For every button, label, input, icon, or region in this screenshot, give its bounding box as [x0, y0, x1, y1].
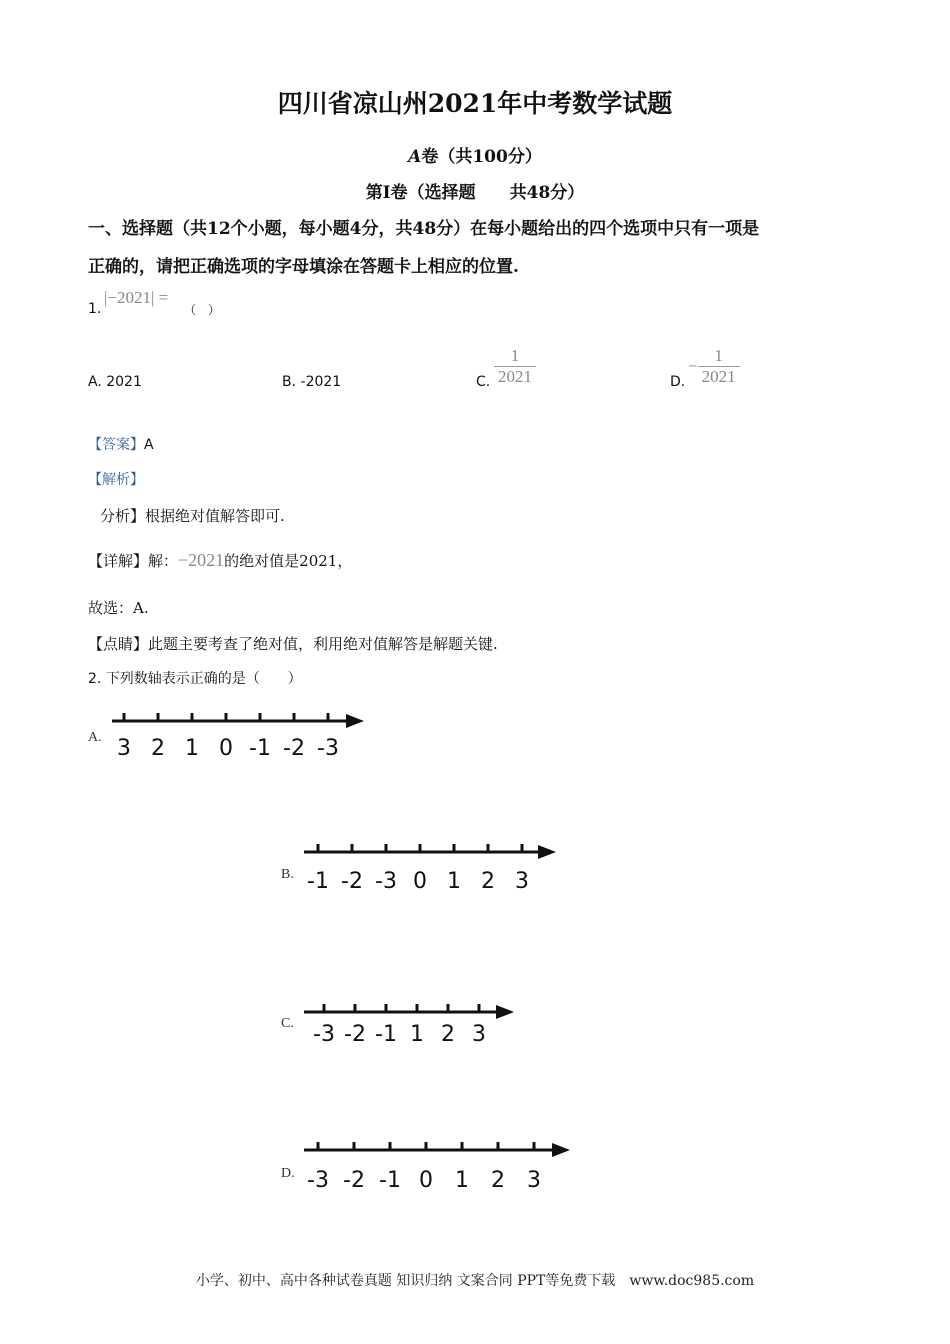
tick-label: -1 [375, 1022, 397, 1047]
tick-label: 3 [117, 736, 131, 761]
tick-label: 2 [481, 869, 495, 894]
q1-option-d-fraction: − $\frac{1}{2021}$ [688, 346, 740, 387]
tick-label: 2 [151, 736, 165, 761]
q2-option-a-label: A. [88, 730, 102, 745]
section-instruction-line2: 正确的，请把正确选项的字母填涂在答题卡上相应的位置. [88, 257, 519, 277]
q1-analysis-text: 分析】根据绝对值解答即可. [100, 507, 285, 525]
tick-label: 3 [472, 1022, 486, 1047]
tick-label: 1 [410, 1022, 424, 1047]
tick-label: 1 [455, 1168, 469, 1193]
q2-option-c-number-line [300, 996, 520, 1052]
q2-option-b-number-line [300, 836, 562, 896]
tick-label: -3 [375, 869, 397, 894]
q1-paren: （ ） [184, 303, 221, 317]
tick-label: -1 [307, 869, 329, 894]
tick-label: -1 [249, 736, 271, 761]
paper-a-heading [0, 142, 950, 167]
tick-label: -2 [344, 1022, 366, 1047]
tick-label: 2 [491, 1168, 505, 1193]
tick-label: -3 [313, 1022, 335, 1047]
q1-answer: 【答案】A [88, 437, 154, 453]
q2-option-c-label: C. [281, 1016, 294, 1031]
footer: 小学、初中、高中各种试卷真题 知识归纳 文案合同 PPT等免费下载 www.doc985.com [195, 1273, 755, 1289]
q1-choice: 故选：A. [88, 599, 149, 617]
tick-label: 0 [413, 869, 427, 894]
tick-label: -1 [379, 1168, 401, 1193]
q1-option-d-label: D. [670, 374, 686, 390]
page-title: 四川省凉山州2021年中考数学试题 [277, 89, 673, 118]
tick-label: 0 [419, 1168, 433, 1193]
part-heading: 第I卷（选择题 共48分） [365, 183, 585, 203]
q1-option-c-label: C. [476, 374, 491, 390]
tick-label: 1 [185, 736, 199, 761]
q1-detail: 【详解】解：−2021的绝对值是2021， [88, 550, 353, 570]
q1-expression: |−2021| = [104, 288, 169, 307]
tick-label: 2 [441, 1022, 455, 1047]
tick-label: -2 [283, 736, 305, 761]
q2-option-b-label: B. [281, 867, 294, 882]
tick-label: 1 [447, 869, 461, 894]
tick-label: 3 [527, 1168, 541, 1193]
paper-a-letter: A [408, 147, 422, 167]
q1-option-a: A. 2021 [88, 374, 142, 390]
tick-label: -3 [307, 1168, 329, 1193]
paper-a-rest: 卷（共100分） [421, 147, 542, 167]
q1-comment: 【点睛】此题主要考查了绝对值，利用绝对值解答是解题关键. [88, 635, 498, 653]
tick-label: -3 [317, 736, 339, 761]
q2-stem: 2. 下列数轴表示正确的是（ ） [88, 671, 302, 687]
q2-option-c-ticks [313, 1004, 486, 1047]
q1-option-c-fraction: $\frac{1}{2021}$ [494, 346, 536, 387]
q2-option-d-label: D. [281, 1166, 295, 1181]
q1-analysis-tag: 【解析】 [88, 472, 144, 488]
section-instruction-line1: 一、选择题（共12个小题，每小题4分，共48分）在每小题给出的四个选项中只有一项是 [88, 219, 760, 239]
tick-label: -2 [343, 1168, 365, 1193]
q2-option-a-number-line [108, 705, 370, 765]
tick-label: 0 [219, 736, 233, 761]
tick-label: -2 [341, 869, 363, 894]
q1-option-b: B. -2021 [282, 374, 342, 390]
q2-option-d-number-line [300, 1134, 576, 1196]
tick-label: 3 [515, 869, 529, 894]
q1-number: 1. [88, 301, 102, 317]
